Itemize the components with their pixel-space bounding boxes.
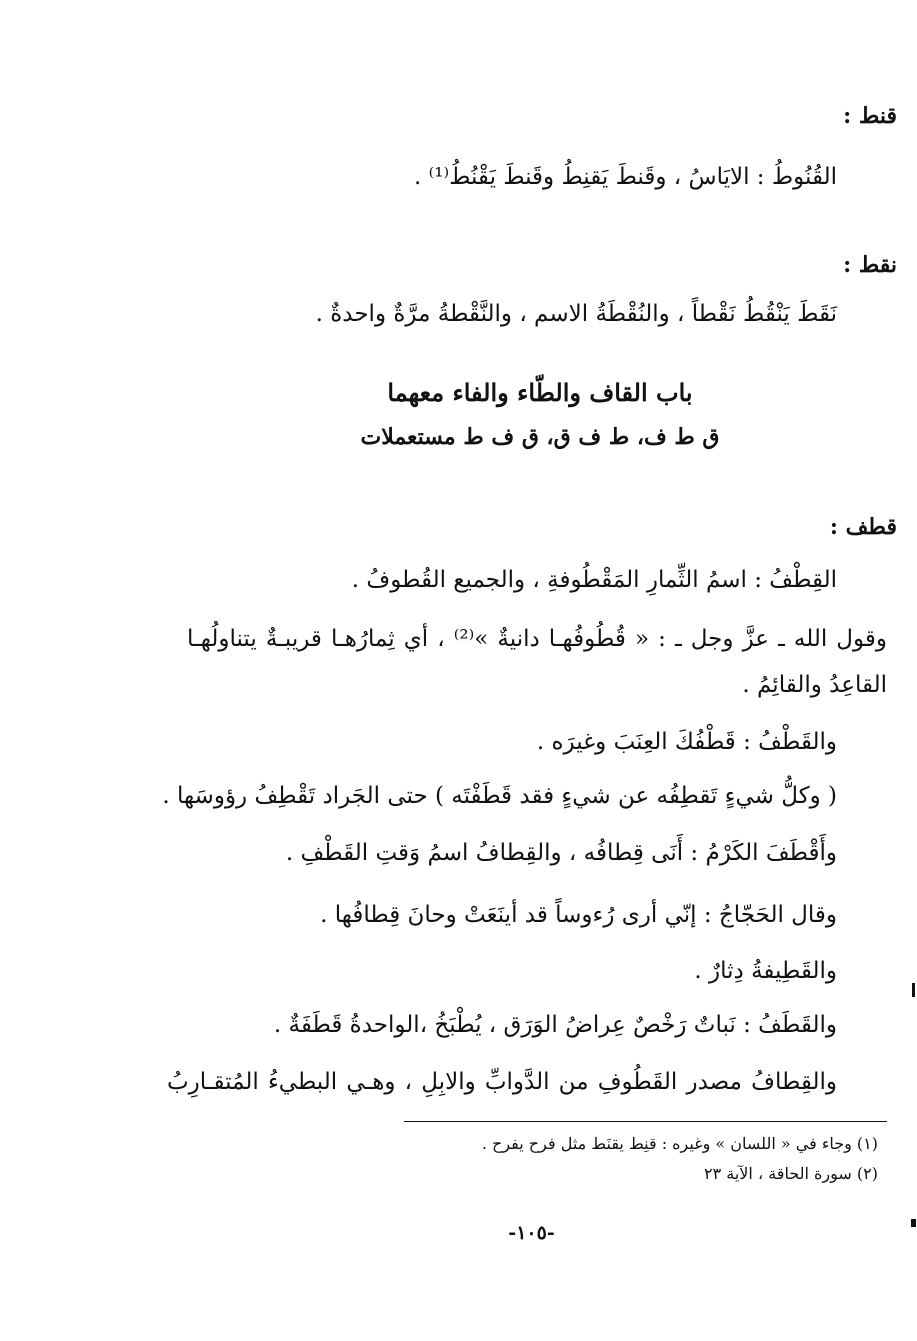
scan-edge-mark xyxy=(911,1219,916,1227)
entry-heading-qtf: قطف : xyxy=(829,514,897,540)
page-number: -١٠٥- xyxy=(508,1222,555,1244)
entry-text-qtf-line-9: والقَطَفُ : نَباتٌ رَخْصٌ عِراضُ الوَرَق ، يُطْبَخُ ،الواحدةُ قَطَفَةٌ . xyxy=(273,1012,837,1038)
scan-edge-mark xyxy=(912,983,915,997)
footnote-1: (١) وجاء في « اللسان » وغيره : قنِط يقنَط مثل فرح يفرح . xyxy=(481,1134,878,1153)
entry-text-qtf-line-5: ( وكلُّ شيءٍ تَقطِفُه عن شيءٍ فقد قَطَفْتَه ) حتى الجَراد تَقْطِفُ رؤوسَها . xyxy=(162,783,837,809)
entry-text-qtf-line-7: وقال الحَجّاجُ : إنّي أرى رُءوساً قد أينَعَتْ وحانَ قِطافُها . xyxy=(320,902,837,928)
footnote-separator xyxy=(404,1121,887,1122)
chapter-subtitle: ق ط ف، ط ف ق، ق ف ط مستعملات xyxy=(360,424,720,450)
entry-text-qtf-line-4: والقَطْفُ : قَطْفُكَ العِنَبَ وغيرَه . xyxy=(536,729,837,755)
entry-text-qtf-line-3: القاعِدُ والقائِمُ . xyxy=(742,672,887,698)
entry-heading-qnt: قنط : xyxy=(843,103,897,129)
entry-text-qtf-line-1: القِطْفُ : اسمُ الثِّمارِ المَقْطُوفةِ ، والجميع القُطوفُ . xyxy=(351,567,837,593)
entry-text-qtf-line-2: وقول الله ـ عزَّ وجل ـ : « قُطُوفُهـا دانيةٌ »⁽²⁾ ، أي ثِمارُهـا قريبـةٌ يتناولُهـا xyxy=(187,626,887,652)
entry-text-qtf-line-8: والقَطِيفةُ دِثارٌ . xyxy=(694,958,837,984)
entry-heading-nqt: نقط : xyxy=(843,252,897,278)
footnote-2: (٢) سورة الحاقة ، الآية ٢٣ xyxy=(704,1164,878,1183)
chapter-title: باب القاف والطّاء والفاء معهما xyxy=(387,378,693,407)
entry-text-qnt-line-1: القُنُوطُ : الايَاسُ ، وقَنطَ يَقنِطُ وقَنطَ يَقْنُطُ⁽¹⁾ . xyxy=(414,164,837,190)
entry-text-qtf-line-10: والقِطافُ مصدر القَطُوفِ من الدَّوابِّ والابِلِ ، وهـي البطيءُ المُتقـارِبُ xyxy=(167,1069,837,1095)
entry-text-qtf-line-6: وأَقْطَفَ الكَرْمُ : أَنَى قِطافُه ، والقِطافُ اسمُ وَقتِ القَطْفِ . xyxy=(285,840,837,866)
entry-text-nqt-line-1: نَقَطَ يَنْقُطُ نَقْطاً ، والنُقْطَةُ الاسم ، والنَّقْطةُ مرَّةٌ واحدةٌ . xyxy=(315,301,837,327)
